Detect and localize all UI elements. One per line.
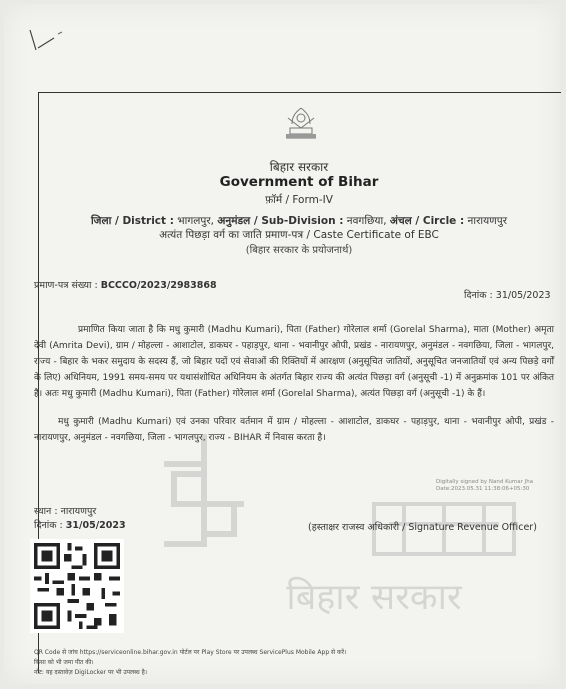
digital-signature-stamp [436,479,533,493]
issue-date [464,288,551,301]
qr-code-icon [30,536,124,636]
signing-date [34,518,126,531]
place-of-issue [34,504,96,517]
jurisdiction-line: जिला / District : भागलपुर, अनुमंडल / Sub-Division : नवगछिया, अंचल / Circle : नारायणपुर [90,215,508,227]
document-sheet [4,4,560,684]
watermark-text: बिहार सरकार [286,577,462,618]
district-label: जिला / District : [90,215,174,227]
certificate-number-value: BCCCO/2023/2983868 [100,280,217,291]
certificate-number [34,278,217,291]
certificate-number-label: प्रमाण-पत्र संख्या : [34,280,98,291]
state-emblem-icon [278,104,324,144]
pen-mark-icon [24,26,64,56]
place-label: स्थान : [34,506,58,517]
subdivision-label: अनुमंडल / Sub-Division : [217,215,344,227]
place-value: नारायणपुर [60,506,97,517]
subdivision-value: नवगछिया [346,215,384,227]
govt-title: Government of Bihar [219,174,379,190]
signing-date-label: दिनांक : [34,520,63,531]
residence-paragraph: मधु कुमारी (Madhu Kumari) एवं उनका परिवार वर्तमान में ग्राम / मोहल्ला - आशाटोल, डाकघर - पहाड़पुर, थाना - भवानीपुर ओपी, प्रखंड - नारायणपुर, अनुमंडल - नवगछिया, जिला - भागलपुर, राज्य - BIHAR में निवास करता है। [34,417,554,443]
circle-label: अंचल / Circle : [389,215,465,227]
issue-date-value: 31/05/2023 [495,290,551,301]
usage-note: (बिहार सरकार के प्रयोजनार्थ) [245,245,353,256]
certification-paragraph: प्रमाणित किया जाता है कि मधु कुमारी (Madhu Kumari), पिता (Father) गोरेलाल शर्मा (Gorelal Sharma), माता (Mother) अमृता देवी (Amrita Devi), ग्राम / मोहल्ला - आशाटोल, डाकघर - पहाड़पुर, थाना - भवानीपुर ओपी, प्रखंड - नारायणपुर, अनुमंडल - नवगछिया, जिला - भागलपुर, राज्य - बिहार के भकर समुदाय के सदस्य हैं, जो बिहार पदों एवं सेवाओं की रिक्तियों में आरक्षण (अनुसूचित जातियों, अनुसूचित जनजातियों एवं अन्य पिछड़े वर्गों के लिए) अधिनियम, 1991 समय-समय पर यथासंशोधित अधिनियम के अंतर्गत बिहार राज्य की अत्यंत पिछड़ा वर्ग (अनुसूची -1) में अनुक्रमांक 101 पर अंकित है। अतः मधु कुमारी (Madhu Kumari), पिता (Father) गोरेलाल शर्मा (Gorelal Sharma), अत्यंत पिछड़ा वर्ग (अनुसूची -1) के हैं। [34,325,554,399]
officer-signature-label: (हस्ताक्षर राजस्व अधिकारी / Signature Revenue Officer) [308,522,537,533]
district-value: भागलपुर [177,215,211,227]
issue-date-label: दिनांक : [464,290,493,301]
signing-date-value: 31/05/2023 [65,520,126,531]
digital-signature-line2: Date:2023.05.31 11:38:06+05:30 [436,486,530,492]
certificate-title: अत्यंत पिछड़ा वर्ग का जाति प्रमाण-पत्र / Caste Certificate of EBC [159,229,439,241]
footer-note-2: किसा को भी जमा पीत की। [34,659,94,666]
govt-watermark [154,434,534,634]
qr-verification-note: QR Code से जांच https://serviceonline.bihar.gov.in पोर्टल पर Play Store पर उपलब्ध ServicePlus Mobile App से करें। [34,649,347,656]
digital-signature-line1: Digitally signed by Nand Kumar Jha [436,479,534,485]
digilocker-note: नोट: यह दस्तावेज़ DigiLocker पर भी उपलब्ध है। [34,669,148,676]
form-number: फ़ॉर्म / Form-IV [265,194,333,206]
hindi-govt-title: बिहार सरकार [269,160,329,174]
circle-value: नारायणपुर [467,215,508,227]
